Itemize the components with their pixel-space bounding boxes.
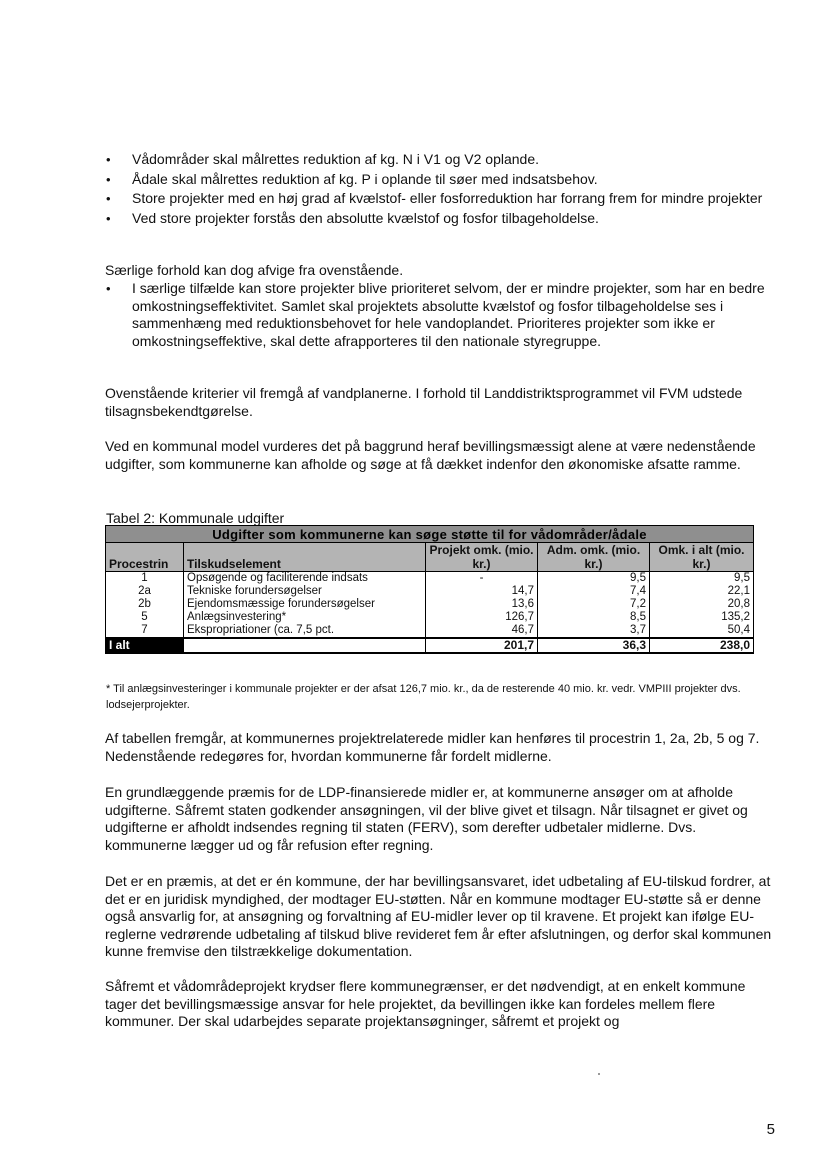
table-row [106,624,754,638]
special-bullet: • I særlige tilfælde kan store projekter blive prioriteret selvom, der er mindre projekter, som har en bedre omkostningseffektivitet. Samlet skal projektets absolutte kvælstof og fosfor tilbageholdelse ses i sammenhæng med reduktionsbehovet for hele vandoplandet. Prioriteres projekter som ikke er omkostningseffektive, skal dette afrapporteres til den nationale styregruppe. [104,280,776,350]
premise-paragraph: En grundlæggende præmis for de LDP-finansierede midler er, at kommunerne ansøger om at afholde udgifterne. Såfremt staten godkender ansøgningen, vil der blive givet et tilsagn. Når tilsagnet er givet og udgifterne er afholdt indsendes regning til staten (FERV), som derefter udbetaler midlerne. Dvs. kommunerne lægger ud og får refusion efter regning. [105,784,748,853]
authority-paragraph: Det er en præmis, at det er én kommune, der har bevillingsansvaret, idet udbetaling af EU-tilskud fordrer, at det er en juridisk myndighed, der modtager EU-støtten. Når en kommune modtager EU-støtte så er denne også ansvarlig for, at ansøgning og forvaltning af EU-midler lever op til kravene. Et projekt kan ifølge EU-reglerne vedrørende udbetaling af tilskud blive revideret fem år efter afslutningen, og derfor skal kommunen kunne fremvise den tilstrækkelige dokumentation. [105,873,772,959]
table-footnote: * Til anlægsinvesteringer i kommunale projekter er der afsat 126,7 mio. kr., da de resterende 40 mio. kr. vedr. VMPIII projekter dvs. lodsejerprojekter. [106,683,741,711]
table-header-row [106,543,754,572]
criteria-bullet: • Store projekter med en høj grad af kvælstof- eller fosforreduktion har forrang frem for mindre projekter [104,190,776,208]
table-total-row [106,638,754,653]
cell-step: 5 [106,611,184,624]
cell-total: 9,5 [650,572,754,586]
cell-element: Ejendomsmæssige forundersøgelser [184,598,426,611]
cell-step: 2a [106,585,184,598]
table-row [106,572,754,586]
cell-element: Opsøgende og faciliterende indsats [184,572,426,586]
header-projekt-omk: Projekt omk. (mio. kr.) [426,543,538,572]
scan-speck [598,1073,600,1075]
model-paragraph: Ved en kommunal model vurderes det på baggrund heraf bevillingsmæssigt alene at være nedenstående udgifter, som kommunerne kan afholde og søge at få dækket indenfor den økonomiske afsatte ramme. [105,438,756,472]
municipal-costs-table [105,525,754,654]
cell-total: 50,4 [650,624,754,638]
cell-projekt: - [426,572,538,586]
header-tilskudselement: Tilskudselement [184,543,426,572]
cell-projekt: 14,7 [426,585,538,598]
header-omk-i-alt: Omk. i alt (mio. kr.) [650,543,754,572]
cell-element: Tekniske forundersøgelser [184,585,426,598]
cell-total: 20,8 [650,598,754,611]
total-projekt: 201,7 [426,638,538,653]
cell-step: 2b [106,598,184,611]
table-banner: Udgifter som kommunerne kan søge støtte til for vådområder/ådale [106,526,754,543]
total-empty-cell [184,638,426,653]
cell-adm: 8,5 [538,611,650,624]
cell-adm: 3,7 [538,624,650,638]
cell-projekt: 126,7 [426,611,538,624]
table-banner-row [106,526,754,543]
special-conditions-intro: Særlige forhold kan dog afvige fra ovenstående. [105,262,404,278]
header-procestrin: Procestrin [106,543,184,572]
cross-border-paragraph: Såfremt et vådområdeprojekt krydser flere kommunegrænser, er det nødvendigt, at en enkelt kommune tager det bevillingsmæssige ansvar for hele projektet, da bevillingen ikke kan fordeles mellem flere kommuner. Der skal udarbejdes separate projektansøgninger, såfremt et projekt og [105,978,746,1029]
table-row [106,598,754,611]
total-omk: 238,0 [650,638,754,653]
criteria-bullet: • Vådområder skal målrettes reduktion af kg. N i V1 og V2 oplande. [104,151,776,169]
cell-step: 1 [106,572,184,586]
total-adm: 36,3 [538,638,650,653]
after-table-paragraph: Af tabellen fremgår, at kommunernes projektrelaterede midler kan henføres til procestrin 1, 2a, 2b, 5 og 7. Nedenstående redegøres for, hvordan kommunerne får fordelt midlerne. [105,730,760,764]
cell-adm: 9,5 [538,572,650,586]
cell-total: 22,1 [650,585,754,598]
total-label: I alt [106,638,184,653]
cell-total: 135,2 [650,611,754,624]
criteria-paragraph: Ovenstående kriterier vil fremgå af vandplanerne. I forhold til Landdistriktsprogrammet vil FVM udstede tilsagnsbekendtgørelse. [105,385,743,419]
cell-element: Ekspropriationer (ca. 7,5 pct. [184,624,426,638]
cell-adm: 7,4 [538,585,650,598]
cell-step: 7 [106,624,184,638]
table-caption: Tabel 2: Kommunale udgifter [106,510,285,526]
header-adm-omk: Adm. omk. (mio. kr.) [538,543,650,572]
criteria-bullet-list [104,151,776,229]
page-number: 5 [766,1121,775,1138]
cell-projekt: 13,6 [426,598,538,611]
cell-element: Anlægsinvestering* [184,611,426,624]
table-row [106,585,754,598]
table-row [106,611,754,624]
cell-adm: 7,2 [538,598,650,611]
special-bullet-list [104,280,776,352]
cell-projekt: 46,7 [426,624,538,638]
criteria-bullet: • Ådale skal målrettes reduktion af kg. P i oplande til søer med indsatsbehov. [104,171,776,189]
criteria-bullet: • Ved store projekter forstås den absolutte kvælstof og fosfor tilbageholdelse. [104,210,776,228]
